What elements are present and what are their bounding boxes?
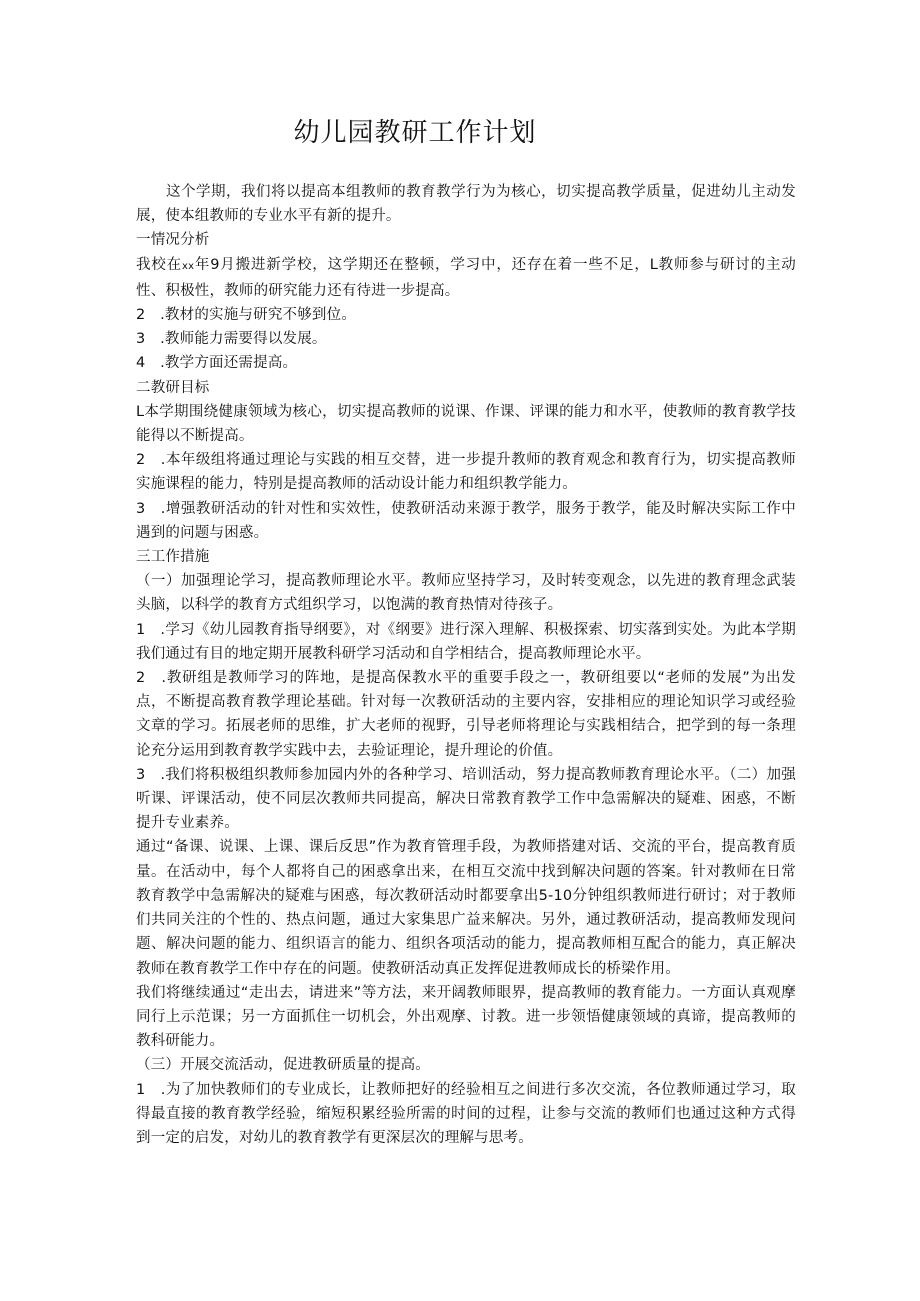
document-body — [136, 180, 796, 1150]
measure-paragraph-b: 我们将继续通过“走出去，请进来”等方法，来开阔教师眼界，提高教师的教育能力。一方面认真观摩同行上示范课；另一方面抓住一切机会，外出观摩、讨教。进一步领悟健康领域的真谛，提高教师的教科研能力。 — [136, 984, 796, 1050]
measure-item-1: 1 .学习《幼儿园教育指导纲要》，对《纲要》进行深入理解、积极探索、切实落到实处。为此本学期我们通过有目的地定期开展教科研学习活动和自学相结合，提高教师理论水平。 — [136, 621, 796, 662]
intro-paragraph: 这个学期，我们将以提高本组教师的教育教学行为为核心，切实提高教学质量，促进幼儿主动发展，使本组教师的专业水平有新的提升。 — [136, 184, 796, 225]
measure-item-3: 3 .我们将积极组织教师参加园内外的各种学习、培训活动，努力提高教师教育理论水平。（二）加强听课、评课活动，使不同层次教师共同提高，解决日常教育教学工作中急需解决的疑难、困惑，不断提升专业素养。 — [136, 766, 796, 832]
page-title: 幼儿园教研工作计划 — [293, 118, 537, 148]
situation-paragraph — [136, 253, 796, 303]
measure-sub-1: （一）加强理论学习，提高教师理论水平。教师应坚持学习，及时转变观念，以先进的教育理念武装头脑，以科学的教育方式组织学习，以饱满的教育热情对待孩子。 — [136, 573, 796, 614]
section-heading-measures: 三工作措施 — [136, 549, 210, 566]
situation-item-2: 2 .教材的实施与研究不够到位。 — [136, 307, 357, 324]
measure-item-2: 2 .教研组是教师学习的阵地，是提高保教水平的重要手段之一，教研组要以“老师的发展”为出发点，不断提高教育教学理论基础。针对每一次教研活动的主要内容，安排相应的理论知识学习或经验文章的学习。拓展老师的思维，扩大老师的视野，引导老师将理论与实践相结合，把学到的每一条理论充分运用到教育教学实践中去，去验证理论，提升理论的价值。 — [136, 670, 796, 759]
measure-paragraph-a: 通过“备课、说课、上课、课后反思”作为教育管理手段，为教师搭建对话、交流的平台，提高教育质量。在活动中，每个人都将自己的困惑拿出来，在相互交流中找到解决问题的答案。针对教师在日常教育教学中急需解决的疑难与困惑，每次教研活动时都要拿出5-10分钟组织教师进行研讨；对于教师们共同关注的个性的、热点问题，通过大家集思广益来解决。另外，通过教研活动，提高教师发现问题、解决问题的能力、组织语言的能力、组织各项活动的能力，提高教师相互配合的能力，真正解决教师在教育教学工作中存在的问题。使教研活动真正发挥促进教师成长的桥梁作用。 — [136, 839, 796, 977]
section-heading-situation: 一情况分析 — [136, 232, 210, 249]
goal-item-3: 3 .增强教研活动的针对性和实效性，使教研活动来源于教学，服务于教学，能及时解决实际工作中遇到的问题与困惑。 — [136, 500, 796, 541]
situation-item-4: 4 .教学方面还需提高。 — [136, 355, 298, 372]
year-placeholder: xx — [182, 260, 195, 272]
section-heading-goals: 二教研目标 — [136, 379, 210, 396]
measure-sub-3-item-1: 1 .为了加快教师们的专业成长，让教师把好的经验相互之间进行多次交流，各位教师通过学习，取得最直接的教育教学经验，缩短积累经验所需的时间的过程，让参与交流的教师们也通过这种方式得到一定的启发，对幼儿的教育教学有更深层次的理解与思考。 — [136, 1081, 796, 1146]
situation-text-a: 我校在 — [136, 256, 183, 273]
goal-item-2: 2 .本年级组将通过理论与实践的相互交替，进一步提升教师的教育观念和教育行为，切实提高教师实施课程的能力，特别是提高教师的活动设计能力和组织教学能力。 — [136, 452, 796, 493]
situation-item-3: 3 .教师能力需要得以发展。 — [136, 331, 327, 348]
measure-sub-3: （三）开展交流活动，促进教研质量的提高。 — [136, 1057, 430, 1074]
goal-item-1: L本学期围绕健康领域为核心，切实提高教师的说课、作课、评课的能力和水平，使教师的教育教学技能得以不断提高。 — [136, 403, 796, 445]
situation-text-b: 年9月搬进新学校，这学期还在整顿，学习中，还存在着一些不足，L教师参与研讨的主动性、积极性，教师的研究能力还有待进一步提高。 — [136, 256, 796, 299]
